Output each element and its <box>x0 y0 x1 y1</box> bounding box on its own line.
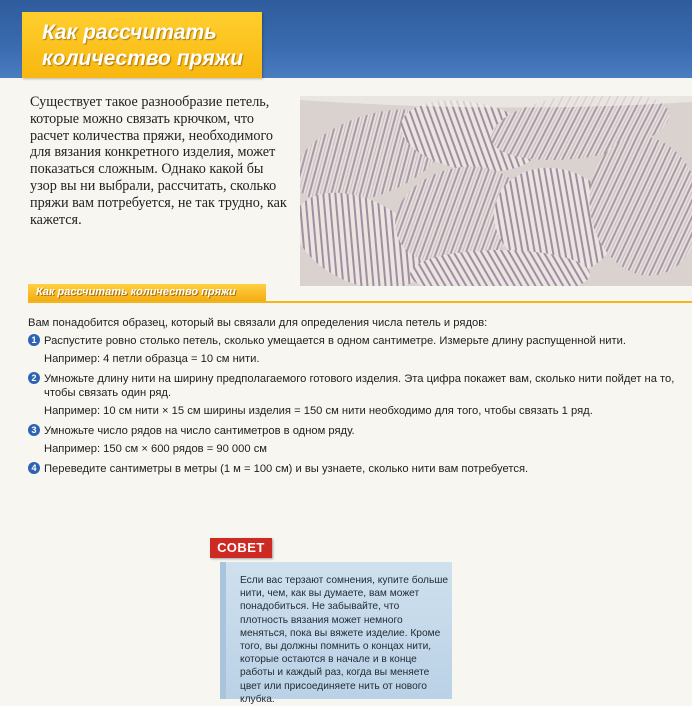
page-title <box>42 20 262 72</box>
step-example: Например: 4 петли образца = 10 см нити. <box>44 353 260 365</box>
step-text: Умножьте число рядов на число сантиметров в одном ряду. <box>44 425 355 437</box>
section-title: Как рассчитать количество пряжи <box>36 286 236 298</box>
title-line-2: количество пряжи <box>42 47 244 70</box>
step-item <box>28 372 678 400</box>
step-text: Умножьте длину нити на ширину предполагаемого готового изделия. Эта цифра покажет вам, сколько нити пойдет на то, чтобы связать один ряд. <box>44 373 675 399</box>
intro-paragraph: Существует такое разнообразие петель, которые можно связать крючком, что расчет количества пряжи, необходимого для вязания конкретного изделия, может показаться сложным. Однако какой бы узор вы ни выбрали, рассчитать, сколько пряжи вам потребуется, не так трудно, как кажется. <box>30 94 287 228</box>
tip-label: СОВЕТ <box>210 538 272 558</box>
step-number: 2 <box>28 372 40 384</box>
step-text: Распустите ровно столько петель, сколько умещается в одном сантиметре. Измерьте длину распущенной нити. <box>44 335 626 347</box>
step-text: Переведите сантиметры в метры (1 м = 100 см) и вы узнаете, сколько нити вам потребуется. <box>44 463 529 475</box>
steps-lead: Вам понадобится образец, который вы связали для определения числа петель и рядов: <box>28 317 488 329</box>
steps-block <box>28 316 678 480</box>
step-item <box>28 462 678 476</box>
title-line-1: Как рассчитать <box>42 21 217 44</box>
section-divider <box>28 301 692 303</box>
step-number: 3 <box>28 424 40 436</box>
step-item <box>28 424 678 438</box>
step-number: 1 <box>28 334 40 346</box>
tip-text: Если вас терзают сомнения, купите больше нити, чем, как вы думаете, вам может понадобиться. Не забывайте, что плотность вязания может немного меняться, пока вы вяжете изделие. Кроме того, вы должны помнить о концах нити, которые остаются в начале и в конце работы и каждый раз, когда вы меняете цвет или присоединяете нить от нового клубка. <box>240 575 449 705</box>
step-item <box>28 334 678 348</box>
yarn-photo <box>300 96 692 286</box>
step-example: Например: 150 см × 600 рядов = 90 000 см <box>44 443 267 455</box>
step-number: 4 <box>28 462 40 474</box>
step-example: Например: 10 см нити × 15 см ширины изделия = 150 см нити необходимо для того, чтобы связать 1 ряд. <box>44 405 593 417</box>
